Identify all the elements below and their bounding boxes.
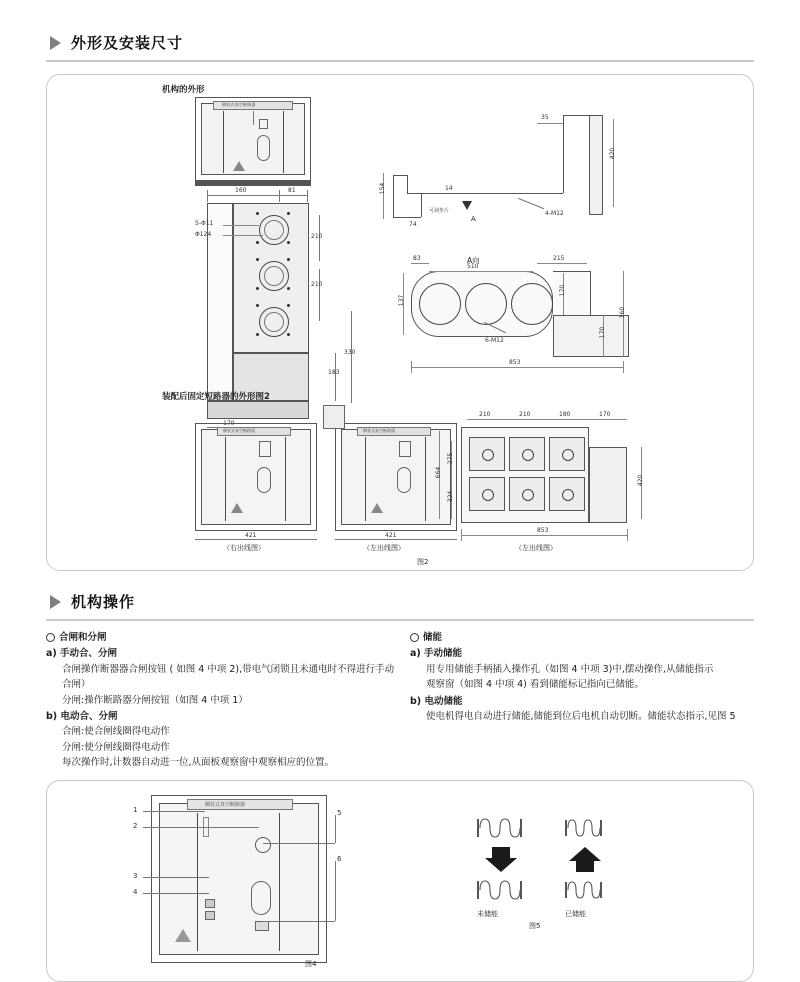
figure4-callout-2: 2: [133, 822, 138, 831]
section-title-operation: 机构操作: [71, 593, 136, 611]
dim-215: 215: [553, 255, 565, 262]
dim-853-b: 853: [537, 527, 549, 534]
spring-icon-1: [477, 817, 523, 839]
fig2-view-left: （左出线图）: [363, 544, 405, 552]
figure4-callout-5: 5: [337, 809, 342, 818]
dim-664: 664: [435, 466, 443, 479]
op-left-b-line1: 合闸:使合闸线圈得电动作: [62, 726, 170, 738]
dim-74: 74: [409, 221, 417, 228]
figure4-callout-6: 6: [337, 855, 342, 864]
figure4-callout-1: 1: [133, 806, 138, 815]
dim-160: 160: [235, 187, 247, 194]
op-left-a-line1: 合闸操作断器器合闸按钮 ( 如图 4 中项 2),带电气闭锁且未通电时不得进行手动合闸）: [62, 663, 395, 691]
figure4-panel-text: 侧装式真空断路器: [205, 802, 246, 809]
triangle-bullet-icon: [50, 36, 61, 50]
spring-icon-4: [565, 879, 603, 901]
fig2-view-right: （右出线图）: [223, 544, 265, 552]
dim-210-a: 210: [311, 233, 323, 240]
triangle-bullet-icon-2: [50, 595, 61, 609]
dim-170-c: 170: [599, 411, 611, 418]
arrow-up-icon: [568, 847, 602, 873]
dim-170-a: 170: [559, 284, 567, 297]
dim-hole-spec-1: 5-Φ11: [195, 220, 214, 227]
dim-421-a: 421: [245, 532, 257, 539]
dim-421-b: 421: [385, 532, 397, 539]
dim-853: 853: [509, 359, 521, 366]
group-title-close-open: 合闸和分闸: [46, 630, 400, 645]
dim-170-b: 170: [599, 326, 607, 339]
figure5-caption: 图5: [529, 922, 541, 931]
spring-icon-2: [565, 817, 603, 839]
dim-510: 510: [467, 263, 479, 270]
dim-83: 83: [413, 255, 421, 262]
figure-box-operation: [46, 780, 754, 982]
dim-137: 137: [398, 294, 406, 307]
dim-330: 330: [344, 349, 356, 356]
dim-420-b: 420: [637, 474, 645, 487]
op-right-item-b: b) 电动储能: [410, 695, 463, 707]
spring-icon-3: [477, 879, 523, 901]
dim-35: 35: [541, 114, 549, 121]
document-page: [0, 26, 800, 980]
figure-box-dimensions: 机构的外形 侧装式真空断路器 5-Φ11 Φ124 160 81 210 210 183 330 170 35 420 154 14 74 可调垫片 4-M12 A A向 83 510 215 137 170 170 160 6-M12 853 装配后固定短路器的外形图2 侧装式真空断路器 421 （右出线图） 侧装式真空断路器 421 （左出线图） 图2 210 210 180 170 275 664 324 420 853 （左出线图）: [46, 74, 754, 571]
dim-324: 324: [447, 490, 455, 503]
a-view-label: A向: [467, 256, 480, 265]
op-right-a-line2: 观察窗（如图 4 中项 4) 看到储能标记指向已储能。: [426, 679, 644, 691]
dim-hole-spec-2: Φ124: [195, 231, 212, 238]
dim-180: 180: [559, 411, 571, 418]
dim-81: 81: [288, 187, 296, 194]
op-right-a-line1: 用专用储能手柄插入操作孔（如图 4 中项 3)中,摆动操作,从储能指示: [426, 663, 714, 675]
operation-column-right: [400, 630, 754, 770]
figure4-callout-4: 4: [133, 888, 138, 897]
group-title-energy-storage: 储能: [410, 630, 754, 645]
dim-14: 14: [445, 185, 453, 192]
circle-bullet-icon: [46, 633, 55, 642]
section-header-dimensions: [46, 26, 754, 62]
section-header-operation: [46, 585, 754, 621]
dim-210-b: 210: [311, 281, 323, 288]
fig2-view-left2: （左出线图）: [515, 544, 557, 552]
arrow-down-icon: [484, 847, 518, 873]
fig1-panel-text: 侧装式真空断路器: [222, 102, 256, 107]
figure5-label-right: 已储能: [565, 910, 586, 919]
op-left-a-line2: 分闸:操作断路器分闸按钮（如图 4 中项 1）: [62, 694, 248, 706]
dim-210-d: 210: [519, 411, 531, 418]
dim-210-c: 210: [479, 411, 491, 418]
arrow-A-label: A: [471, 215, 476, 223]
circle-bullet-icon-2: [410, 633, 419, 642]
dim-170: 170: [223, 420, 235, 427]
operation-column-left: [46, 630, 400, 770]
figure4-callout-3: 3: [133, 872, 138, 881]
operation-text-block: [46, 630, 754, 770]
op-left-item-a: a) 手动合、分闸: [46, 648, 118, 660]
dim-275: 275: [447, 452, 455, 465]
dim-183: 183: [328, 369, 340, 376]
section-title-dimensions: 外形及安装尺寸: [71, 34, 184, 52]
op-left-b-line2: 分闸:使分闸线圈得电动作: [62, 741, 170, 753]
op-left-item-b: b) 电动合、分闸: [46, 710, 118, 722]
figure5-label-left: 未储能: [477, 910, 498, 919]
figure4-caption: 图4: [305, 960, 317, 969]
op-left-b-line3: 每次操作时,计数器自动进一位,从面板观察窗中观察相应的位置。: [62, 757, 335, 768]
op-right-item-a: a) 手动储能: [410, 648, 463, 660]
fig2-tag: 图2: [417, 558, 429, 566]
fig2-caption: 装配后固定短路器的外形图2: [162, 392, 270, 402]
dim-160: 160: [619, 306, 627, 319]
callout-6-m12: 6-M12: [485, 337, 504, 344]
op-right-b-line1: 使电机得电自动进行储能,储能到位后电机自动切断。储能状态指示,见图 5: [426, 710, 736, 722]
fig1-caption: 机构的外形: [162, 85, 205, 95]
dim-420: 420: [609, 147, 617, 160]
dim-154: 154: [379, 182, 387, 195]
callout-4-m12: 4-M12: [545, 210, 564, 217]
